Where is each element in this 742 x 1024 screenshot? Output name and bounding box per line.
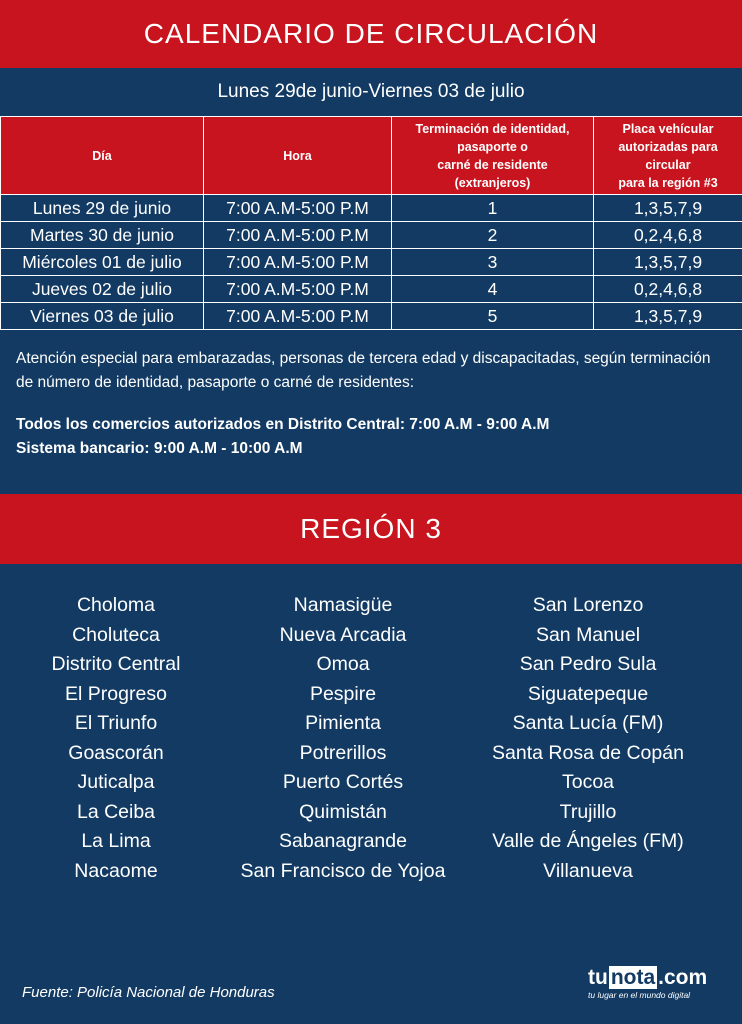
list-item: Trujillo [559,800,617,823]
cell-hora: 7:00 A.M-5:00 P.M [204,195,392,222]
list-item: Villanueva [543,859,633,882]
municipality-column-1 [16,591,216,886]
list-item: Siguatepeque [527,682,649,705]
cell-dia: Martes 30 de junio [1,222,204,249]
list-item: Puerto Cortés [282,771,404,793]
title-banner [0,0,742,68]
cell-placa: 0,2,4,6,8 [594,222,742,249]
table-header-row [1,117,742,195]
cell-dia: Viernes 03 de julio [1,303,204,330]
list-item: Santa Rosa de Copán [492,741,684,764]
header-terminacion: Terminación de identidad, pasaporte o carné de residente (extranjeros) [392,117,594,195]
list-item: La Lima [81,830,151,852]
cell-dia: Lunes 29 de junio [1,195,204,222]
list-item: Pespire [309,682,377,705]
table-row [1,276,742,303]
logo-tagline: tu lugar en el mundo digital [588,990,691,1000]
list-item: Quimistán [299,800,387,823]
cell-placa: 1,3,5,7,9 [594,195,742,222]
tunota-logo[interactable] [588,966,720,1001]
header-dia: Día [1,117,204,195]
list-item: Potrerillos [299,741,387,764]
cell-hora: 7:00 A.M-5:00 P.M [204,249,392,276]
cell-dia: Jueves 02 de julio [1,276,204,303]
list-item: Sabanagrande [279,830,407,852]
list-item: Goascorán [68,741,164,764]
table-row [1,249,742,276]
attention-note: Atención especial para embarazadas, personas de tercera edad y discapacitadas, según terminación de número de identidad, pasaporte o carné de residentes: [16,350,711,391]
cell-hora: 7:00 A.M-5:00 P.M [204,303,392,330]
table-row [1,303,742,330]
banking-hours: Sistema bancario: 9:00 A.M - 10:00 A.M [16,440,303,457]
cell-hora: 7:00 A.M-5:00 P.M [204,222,392,249]
municipality-column-2 [232,591,454,886]
list-item: Nueva Arcadia [279,623,407,646]
list-item: San Pedro Sula [519,653,657,675]
header-hora: Hora [204,117,392,195]
list-item: Tocoa [561,771,615,793]
list-item: Pimienta [305,712,381,734]
source-credit: Fuente: Policía Nacional de Honduras [22,984,275,1001]
cell-placa: 0,2,4,6,8 [594,276,742,303]
commerce-hours: Todos los comercios autorizados en Distrito Central: 7:00 A.M - 9:00 A.M [16,416,550,433]
list-item: Distrito Central [51,653,181,675]
notes-section [16,347,731,461]
table-row [1,195,742,222]
header-placa: Placa vehícular autorizadas para circular para la región #3 [594,117,742,195]
list-item: Nacaome [74,859,158,882]
list-item: Choluteca [72,623,160,646]
list-item: El Triunfo [74,712,158,734]
table-row [1,222,742,249]
cell-terminacion: 5 [392,303,594,330]
list-item: Choloma [76,594,156,616]
list-item: El Progreso [65,682,167,705]
list-item: Santa Lucía (FM) [512,712,664,734]
schedule-table [0,116,742,330]
list-item: La Ceiba [76,800,156,823]
cell-dia: Miércoles 01 de julio [1,249,204,276]
municipality-column-3 [478,591,698,886]
logo-wordmark: tu nota .com [588,966,708,989]
cell-terminacion: 4 [392,276,594,303]
list-item: San Francisco de Yojoa [240,859,446,882]
region-banner [0,494,742,564]
date-range-subtitle: Lunes 29de junio-Viernes 03 de julio [217,81,525,102]
cell-placa: 1,3,5,7,9 [594,249,742,276]
cell-terminacion: 3 [392,249,594,276]
page-title: CALENDARIO DE CIRCULACIÓN [143,18,599,49]
cell-terminacion: 1 [392,195,594,222]
cell-hora: 7:00 A.M-5:00 P.M [204,276,392,303]
list-item: Juticalpa [77,771,155,793]
list-item: Omoa [316,653,370,675]
region-title: REGIÓN 3 [300,513,442,544]
list-item: Valle de Ángeles (FM) [492,830,684,852]
cell-terminacion: 2 [392,222,594,249]
list-item: Namasigüe [293,594,393,616]
list-item: San Lorenzo [532,594,644,616]
cell-placa: 1,3,5,7,9 [594,303,742,330]
list-item: San Manuel [535,623,641,646]
